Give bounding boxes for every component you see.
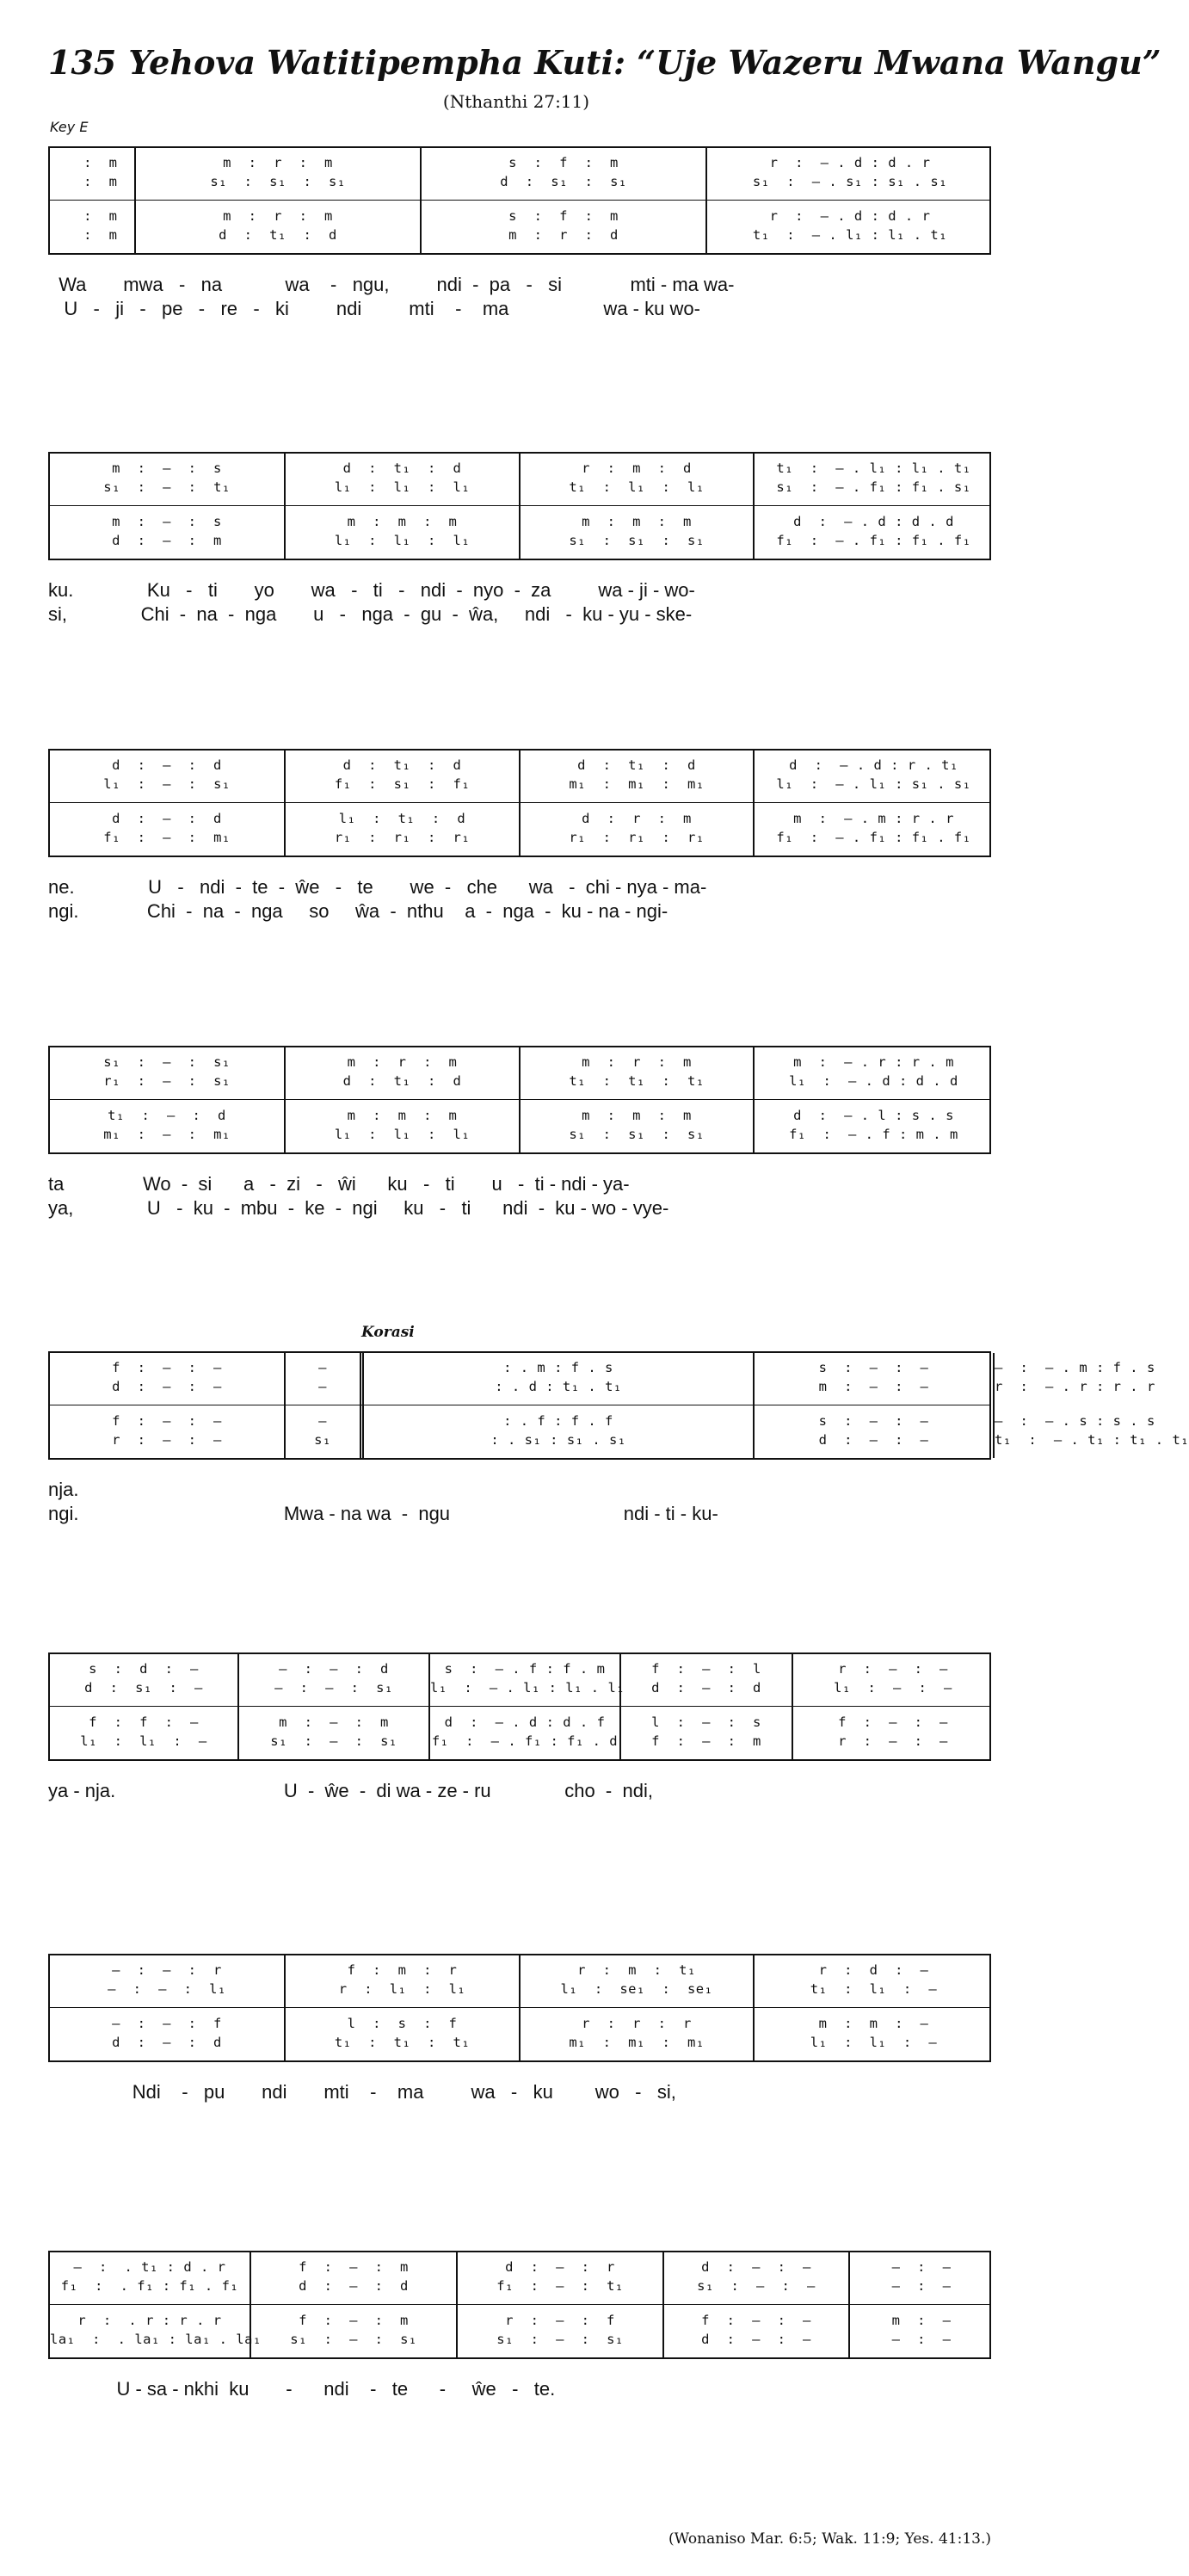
tenor-part: d : — : d xyxy=(112,811,222,826)
bass-part: d : t₁ : d xyxy=(219,227,337,243)
soprano-part: d : — : d xyxy=(112,757,222,773)
alto-part: d : s₁ : s₁ xyxy=(500,174,627,189)
lyric-line: U - sa - nkhi ku - ndi - te - ŵe - te. xyxy=(48,2378,556,2400)
alto-part: d : — : d xyxy=(651,1680,761,1696)
alto-part: f₁ : — : t₁ xyxy=(496,2278,624,2294)
soprano-part: — : . t₁ : d . r xyxy=(73,2259,226,2275)
measure xyxy=(50,148,134,253)
tenor-part: m : m : m xyxy=(582,514,692,529)
soprano-part: — : — : r xyxy=(112,1962,222,1978)
bass-part: t₁ : – . l₁ : l₁ . t₁ xyxy=(752,227,948,243)
soprano-part: f : m : r xyxy=(347,1962,458,1978)
bass-part: s₁ : — : s₁ xyxy=(496,2332,624,2347)
measure xyxy=(753,1047,993,1152)
soprano-part: t₁ : – . l₁ : l₁ . t₁ xyxy=(776,460,971,476)
tenor-part: f : — : m xyxy=(299,2313,409,2328)
alto-part: d : s₁ : — xyxy=(84,1680,203,1696)
bass-part: l₁ : l₁ : — xyxy=(810,2035,938,2050)
soprano-part: d : t₁ : d xyxy=(342,460,462,476)
bass-part: d : — : — xyxy=(818,1432,929,1448)
bass-part: m₁ : m₁ : m₁ xyxy=(569,2035,705,2050)
alto-part: d : t₁ : d xyxy=(342,1073,462,1089)
alto-part: l₁ : – . l₁ : s₁ . s₁ xyxy=(776,776,971,792)
bass-part: t₁ : t₁ : t₁ xyxy=(334,2035,471,2050)
tenor-part: — xyxy=(318,1413,327,1429)
lyric-line: ne. U - ndi - te - ŵe - te we - che wa - chi - nya - ma- xyxy=(48,876,707,898)
soprano-part: r : m : d xyxy=(582,460,692,476)
lyric-line: ngi. Mwa - na wa - ngu ndi - ti - ku- xyxy=(48,1503,718,1524)
tenor-part: r : — : f xyxy=(505,2313,615,2328)
measure xyxy=(50,751,284,856)
bass-part: r : — : — xyxy=(838,1733,948,1749)
lyric-line: ya - nja. U - ŵe - di wa - ze - ru cho - ndi, xyxy=(48,1780,653,1801)
bass-part: f₁ : – . f₁ : f₁ . d xyxy=(431,1733,619,1749)
alto-part: — : — : l₁ xyxy=(108,1981,226,1997)
bass-part: m : r : d xyxy=(508,227,619,243)
chorus-label: Korasi xyxy=(361,1324,415,1341)
soprano-part: s : d : — xyxy=(89,1661,199,1677)
measure xyxy=(134,148,420,253)
tenor-part: l₁ : t₁ : d xyxy=(338,811,466,826)
soprano-part: : m xyxy=(66,155,118,170)
lyric-line: si, Chi - na - nga u - nga - gu - ŵa, ndi - ku - yu - ske- xyxy=(48,603,693,625)
measure xyxy=(50,1047,284,1152)
bass-part: l₁ : l₁ : l₁ xyxy=(334,1127,471,1142)
soprano-part: f : — : l xyxy=(651,1661,761,1677)
alto-part: s₁ : – . s₁ : s₁ . s₁ xyxy=(752,174,948,189)
bass-part: f₁ : — : m₁ xyxy=(103,830,231,845)
measure xyxy=(50,2252,262,2357)
measure xyxy=(50,1353,284,1458)
tenor-part: d : r : m xyxy=(582,811,692,826)
alto-part: t₁ : l₁ : — xyxy=(810,1981,938,1997)
music-system xyxy=(48,1046,991,1154)
tenor-part: m : m : — xyxy=(818,2016,929,2031)
music-system xyxy=(48,749,991,857)
bass-part: — : — xyxy=(891,2332,952,2347)
alto-part: t₁ : t₁ : t₁ xyxy=(569,1073,705,1089)
alto-part: — : — : s₁ xyxy=(274,1680,393,1696)
soprano-part: s : f : m xyxy=(508,155,619,170)
measure xyxy=(753,454,993,559)
bass-part: la₁ : . la₁ : la₁ . la₁ xyxy=(50,2332,262,2347)
scripture-reference: (Nthanthi 27:11) xyxy=(442,91,590,112)
soprano-part: f : — : m xyxy=(299,2259,409,2275)
soprano-part: d : t₁ : d xyxy=(577,757,696,773)
bass-part: s₁ : — : s₁ xyxy=(270,1733,397,1749)
alto-part: l₁ : se₁ : se₁ xyxy=(560,1981,713,1997)
measure xyxy=(360,1353,753,1458)
music-system xyxy=(48,1652,991,1761)
soprano-part: s : – . f : f . m xyxy=(444,1661,606,1677)
measure xyxy=(284,1353,360,1458)
measure xyxy=(705,148,993,253)
lyric-line: Ndi - pu ndi mti - ma wa - ku wo - si, xyxy=(48,2081,676,2103)
bass-part: : . s₁ : s₁ . s₁ xyxy=(490,1432,626,1448)
tenor-part: m : – . m : r . r xyxy=(793,811,954,826)
lyric-line: U - ji - pe - re - ki ndi mti - ma wa - ku wo- xyxy=(48,298,700,319)
bass-part: f : — : m xyxy=(651,1733,761,1749)
alto-part: l₁ : l₁ : l₁ xyxy=(334,479,471,495)
tenor-part: l : — : s xyxy=(651,1714,761,1730)
tenor-part: : . f : f . f xyxy=(503,1413,613,1429)
measure xyxy=(50,1654,237,1759)
bass-part: d : — : — xyxy=(701,2332,811,2347)
tenor-part: m : m : m xyxy=(347,514,458,529)
soprano-part: f : — : — xyxy=(112,1360,222,1375)
music-system xyxy=(48,146,991,255)
song-number: 135 xyxy=(48,43,117,82)
soprano-part: — : — : d xyxy=(279,1661,389,1677)
tenor-part: m : — : m xyxy=(279,1714,389,1730)
alto-part: m₁ : m₁ : m₁ xyxy=(569,776,705,792)
bass-part: l₁ : l₁ : l₁ xyxy=(334,533,471,548)
measure xyxy=(284,454,519,559)
song-title xyxy=(48,43,1161,82)
tenor-part: m : — xyxy=(891,2313,952,2328)
measure xyxy=(284,1955,519,2060)
alto-part: s₁ : – . f₁ : f₁ . s₁ xyxy=(776,479,971,495)
alto-part: l₁ : — : s₁ xyxy=(103,776,231,792)
soprano-part: — : — xyxy=(891,2259,952,2275)
bass-part: s₁ xyxy=(314,1432,331,1448)
alto-part: r : l₁ : l₁ xyxy=(338,1981,466,1997)
soprano-part: m : r : m xyxy=(223,155,333,170)
measure xyxy=(284,1047,519,1152)
measure xyxy=(519,1955,753,2060)
tenor-part: l : s : f xyxy=(347,2016,458,2031)
alto-part: : m xyxy=(66,174,118,189)
tenor-part: m : — : s xyxy=(112,514,222,529)
measure xyxy=(662,2252,848,2357)
tenor-part: f : — : — xyxy=(838,1714,948,1730)
tenor-part: r : – . d : d . r xyxy=(769,208,931,224)
soprano-part: — xyxy=(318,1360,327,1375)
bass-part: r : — : — xyxy=(112,1432,222,1448)
measure xyxy=(792,1654,993,1759)
tenor-part: d : – . d : d . f xyxy=(444,1714,606,1730)
tenor-part: m : m : m xyxy=(347,1108,458,1123)
alto-part: s₁ : s₁ : s₁ xyxy=(210,174,346,189)
lyric-line: Wa mwa - na wa - ngu, ndi - pa - si mti - ma wa- xyxy=(48,274,735,295)
music-system xyxy=(48,1954,991,2062)
alto-part: l₁ : — : — xyxy=(834,1680,952,1696)
alto-part: t₁ : l₁ : l₁ xyxy=(569,479,705,495)
music-system xyxy=(48,452,991,560)
alto-part: f₁ : . f₁ : f₁ . f₁ xyxy=(60,2278,239,2294)
bass-part: l₁ : l₁ : — xyxy=(80,1733,207,1749)
soprano-part: : . m : f . s xyxy=(503,1360,613,1375)
measure xyxy=(456,2252,662,2357)
measure xyxy=(237,1654,428,1759)
footer-references: (Wonaniso Mar. 6:5; Wak. 11:9; Yes. 41:13.) xyxy=(668,2530,991,2548)
measure xyxy=(50,454,284,559)
tenor-part: m : m : m xyxy=(582,1108,692,1123)
soprano-part: d : – . d : r . t₁ xyxy=(789,757,958,773)
song-title-text: Yehova Watitipempha Kuti: “Uje Wazeru Mwana Wangu” xyxy=(128,43,1161,82)
bass-part: d : — : m xyxy=(112,533,222,548)
tenor-part: d : – . l : s . s xyxy=(793,1108,954,1123)
measure xyxy=(250,2252,456,2357)
measure xyxy=(848,2252,993,2357)
tenor-part: f : — : — xyxy=(701,2313,811,2328)
alto-part: l₁ : – . d : d . d xyxy=(789,1073,958,1089)
tenor-part: d : – . d : d . d xyxy=(793,514,954,529)
key-signature: Key E xyxy=(50,119,89,135)
measure xyxy=(753,1353,993,1458)
soprano-part: d : — : — xyxy=(701,2259,811,2275)
measure xyxy=(50,1955,284,2060)
soprano-part: r : – . d : d . r xyxy=(769,155,931,170)
lyric-line: ya, U - ku - mbu - ke - ngi ku - ti ndi - ku - wo - vye- xyxy=(48,1197,669,1219)
soprano-part: d : — : r xyxy=(505,2259,615,2275)
soprano-part: s₁ : — : s₁ xyxy=(103,1054,231,1070)
lyric-line: ngi. Chi - na - nga so ŵa - nthu a - nga - ku - na - ngi- xyxy=(48,900,668,922)
alto-part: d : — : d xyxy=(299,2278,409,2294)
bass-part: s₁ : s₁ : s₁ xyxy=(569,1127,705,1142)
soprano-part: r : m : t₁ xyxy=(577,1962,696,1978)
bass-part: s₁ : — : s₁ xyxy=(290,2332,417,2347)
alto-part: d : — : — xyxy=(112,1379,222,1394)
bass-part: f₁ : – . f₁ : f₁ . f₁ xyxy=(776,533,971,548)
tenor-part: s : f : m xyxy=(508,208,619,224)
bass-part: m₁ : — : m₁ xyxy=(103,1127,231,1142)
alto-part: s₁ : — : t₁ xyxy=(103,479,231,495)
alto-part: : . d : t₁ . t₁ xyxy=(495,1379,622,1394)
lyric-line: ta Wo - si a - zi - ŵi ku - ti u - ti - ndi - ya- xyxy=(48,1173,630,1195)
alto-part: s₁ : — : — xyxy=(697,2278,816,2294)
bass-part: f₁ : – . f₁ : f₁ . f₁ xyxy=(776,830,971,845)
bass-part: r₁ : r₁ : r₁ xyxy=(334,830,471,845)
soprano-part: m : r : m xyxy=(582,1054,692,1070)
alto-part: l₁ : – . l₁ : l₁ . l₁ xyxy=(430,1680,625,1696)
measure xyxy=(753,751,993,856)
measure: — : – . m : f . s r : – . r : r . r — : – . s : s . s t₁ : – . t₁ : t₁ . t₁ xyxy=(993,1353,995,1458)
soprano-part: m : – . r : r . m xyxy=(793,1054,954,1070)
tenor-part: : m xyxy=(66,208,118,224)
alto-part: — xyxy=(318,1379,327,1394)
bass-part: r₁ : r₁ : r₁ xyxy=(569,830,705,845)
bass-part: : m xyxy=(66,227,118,243)
measure xyxy=(619,1654,792,1759)
soprano-part: m : — : s xyxy=(112,460,222,476)
tenor-part: t₁ : — : d xyxy=(108,1108,226,1123)
measure xyxy=(420,148,705,253)
measure xyxy=(284,751,519,856)
alto-part: — : — xyxy=(891,2278,952,2294)
lyric-line: nja. xyxy=(48,1479,79,1500)
lyric-line: ku. Ku - ti yo wa - ti - ndi - nyo - za wa - ji - wo- xyxy=(48,579,695,601)
music-system xyxy=(48,1351,1189,1460)
tenor-part: — : — : f xyxy=(112,2016,222,2031)
tenor-part: f : f : — xyxy=(89,1714,199,1730)
music-system xyxy=(48,2251,991,2359)
bass-part: d : — : d xyxy=(112,2035,222,2050)
soprano-part: r : d : — xyxy=(818,1962,929,1978)
bass-part: f₁ : – . f : m . m xyxy=(789,1127,958,1142)
bass-part: s₁ : s₁ : s₁ xyxy=(569,533,705,548)
tenor-part: s : — : — xyxy=(818,1413,929,1429)
measure xyxy=(753,1955,993,2060)
measure xyxy=(519,1047,753,1152)
measure xyxy=(519,454,753,559)
tenor-part: r : r : r xyxy=(582,2016,692,2031)
alto-part: m : — : — xyxy=(818,1379,929,1394)
tenor-part: m : r : m xyxy=(223,208,333,224)
soprano-part: s : — : — xyxy=(818,1360,929,1375)
alto-part: r₁ : — : s₁ xyxy=(103,1073,231,1089)
measure xyxy=(519,751,753,856)
tenor-part: f : — : — xyxy=(112,1413,222,1429)
soprano-part: d : t₁ : d xyxy=(342,757,462,773)
measure xyxy=(428,1654,625,1759)
tenor-part: r : . r : r . r xyxy=(77,2313,222,2328)
alto-part: f₁ : s₁ : f₁ xyxy=(334,776,471,792)
soprano-part: m : r : m xyxy=(347,1054,458,1070)
soprano-part: r : — : — xyxy=(838,1661,948,1677)
